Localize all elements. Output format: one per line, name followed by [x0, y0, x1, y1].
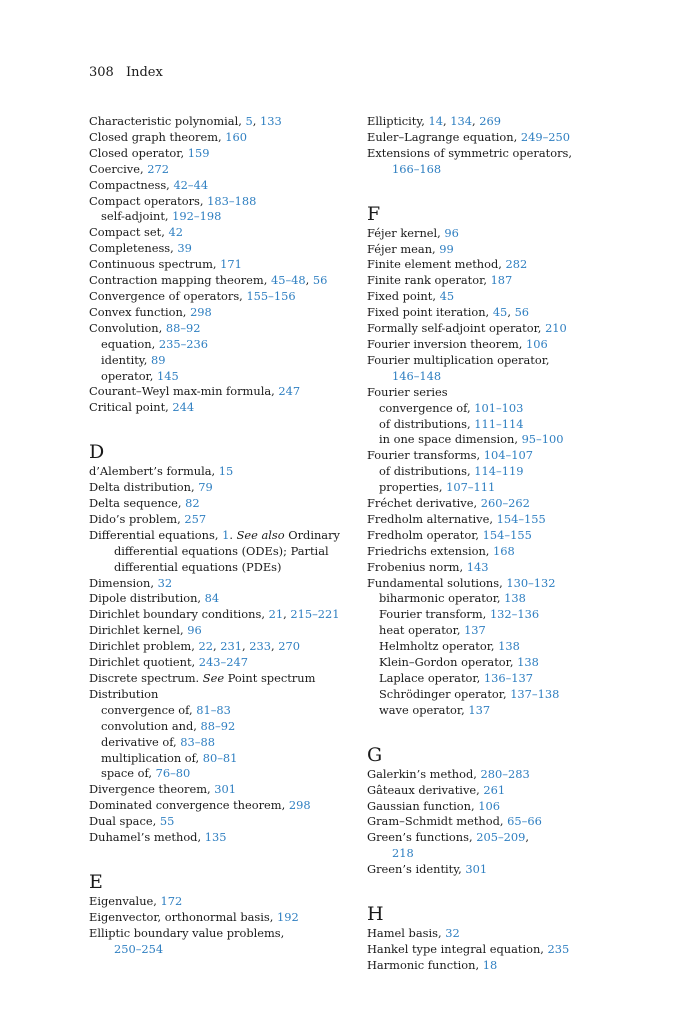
index-entry: [89, 480, 354, 496]
page-link[interactable]: 282: [505, 257, 528, 272]
entry-term: of distributions,: [379, 416, 475, 431]
page-link[interactable]: 84: [204, 591, 220, 606]
entry-term: derivative of,: [101, 734, 181, 749]
page-link[interactable]: 45: [439, 289, 455, 304]
index-subentry: [367, 464, 667, 480]
index-subentry: [367, 432, 667, 448]
section-letter: F: [367, 202, 381, 225]
index-entry: [89, 814, 354, 830]
page-link[interactable]: 134: [450, 114, 473, 128]
page-link[interactable]: 88–92: [200, 718, 236, 733]
entry-term: Continuous spectrum,: [89, 257, 221, 272]
running-header: [89, 65, 163, 81]
entry-term: identity,: [101, 352, 151, 367]
index-entry: [89, 225, 354, 241]
page-link[interactable]: 261: [483, 782, 506, 797]
index-entry: Green’s functions, 205–209,: [367, 830, 530, 845]
index-entry: [89, 798, 354, 814]
page-number: 308: [89, 65, 114, 80]
page-link[interactable]: 80–81: [202, 750, 238, 765]
index-entry: Fixed point iteration, 45, 56: [367, 305, 530, 320]
index-entry: [89, 671, 354, 687]
page-link[interactable]: 22: [198, 639, 213, 654]
entry-term: Féjer kernel,: [367, 225, 445, 240]
index-entry: [367, 576, 667, 592]
entry-term: Closed operator,: [89, 145, 188, 160]
page-link[interactable]: 81–83: [196, 702, 231, 717]
entry-term: Fredholm alternative,: [367, 511, 497, 526]
entry-term: Coercive,: [89, 161, 148, 176]
index-subentry: [89, 735, 354, 751]
page-link[interactable]: 143: [466, 559, 489, 574]
index-entry-continuation: [367, 162, 667, 178]
page-link[interactable]: 1: [222, 527, 230, 542]
entry-term: Compact operators,: [89, 193, 208, 208]
page-link[interactable]: 135: [204, 830, 227, 845]
index-entry: [367, 385, 667, 401]
entry-term: in one space dimension,: [379, 432, 522, 447]
index-entry: [89, 384, 354, 400]
index-entry: [367, 767, 667, 783]
entry-term: Dirichlet kernel,: [89, 623, 188, 638]
entry-term: Fréchet derivative,: [367, 496, 481, 511]
index-entry: [367, 289, 667, 305]
entry-term: Laplace operator,: [379, 671, 484, 685]
index-entry: [367, 337, 667, 353]
index-subentry: [89, 353, 354, 369]
entry-term: convergence of,: [101, 702, 197, 717]
page-link[interactable]: 235: [547, 941, 570, 956]
index-subentry: [367, 671, 667, 687]
index-subentry: [367, 687, 667, 703]
page-link[interactable]: 160: [225, 129, 247, 144]
index-entry: [367, 512, 667, 528]
entry-term: Fredholm operator,: [367, 527, 483, 542]
entry-term: Gaussian function,: [367, 798, 479, 813]
index-entry: [89, 576, 354, 592]
entry-term: Fourier transform,: [379, 607, 490, 622]
index-entry: [89, 910, 354, 926]
entry-term: Euler–Lagrange equation,: [367, 129, 521, 144]
index-subentry: [89, 209, 354, 225]
entry-term: Gâteaux derivative,: [367, 782, 484, 797]
entry-term: Dimension,: [89, 575, 158, 590]
entry-term: Fixed point iteration,: [367, 305, 493, 320]
entry-term: d’Alembert’s formula,: [89, 464, 219, 479]
page-link[interactable]: 104–107: [483, 448, 533, 463]
entry-term: Dirichlet problem,: [89, 639, 199, 654]
section-letter: G: [367, 743, 383, 766]
index-subentry: [367, 655, 667, 671]
index-subentry: [367, 703, 667, 719]
index-subentry: [367, 591, 667, 607]
page-link[interactable]: 215–221: [290, 607, 340, 622]
entry-term: Compactness,: [89, 177, 174, 192]
entry-term: Convex function,: [89, 304, 191, 319]
index-entry: [367, 942, 667, 958]
page-link[interactable]: 280–283: [480, 766, 530, 781]
index-entry: [89, 289, 354, 305]
page-link[interactable]: 18: [482, 957, 498, 972]
page-link[interactable]: 231: [220, 639, 242, 654]
entry-term: Duhamel’s method,: [89, 830, 205, 845]
index-entry: [367, 958, 667, 974]
index-entry: [89, 894, 354, 910]
index-entry: [89, 591, 354, 607]
index-entry: Dirichlet problem, 22, 231, 233, 270: [89, 639, 300, 654]
entry-term: Discrete spectrum.: [89, 671, 203, 685]
page-link[interactable]: 166–168: [392, 161, 442, 176]
page-link[interactable]: 137: [468, 702, 491, 717]
entry-term: Compact set,: [89, 225, 169, 240]
index-entry: [367, 560, 667, 576]
page-link[interactable]: 111–114: [474, 416, 524, 431]
entry-term: Distribution: [89, 686, 159, 701]
index-subentry: [367, 623, 667, 639]
entry-term: Fixed point,: [367, 289, 440, 304]
entry-term: Féjer mean,: [367, 241, 440, 256]
entry-term: differential equations (PDEs): [114, 559, 282, 574]
entry-term: Frobenius norm,: [367, 559, 467, 574]
index-subentry: [367, 480, 667, 496]
entry-term: Characteristic polynomial,: [89, 114, 246, 128]
index-entry: [89, 464, 354, 480]
entry-term: Eigenvalue,: [89, 893, 161, 908]
page-link[interactable]: 235–236: [158, 336, 209, 351]
index-entry: [89, 257, 354, 273]
entry-term: Courant–Weyl max-min formula,: [89, 384, 279, 399]
entry-term: Friedrichs extension,: [367, 543, 494, 558]
entry-term: multiplication of,: [101, 750, 203, 765]
page-link[interactable]: 192–198: [172, 209, 222, 224]
page-link[interactable]: 79: [198, 480, 213, 495]
entry-term: Hankel type integral equation,: [367, 941, 548, 956]
index-entry: [89, 782, 354, 798]
entry-term: Contraction mapping theorem,: [89, 273, 271, 288]
page-link[interactable]: 205–209: [476, 830, 526, 845]
entry-term: Eigenvector, orthonormal basis,: [89, 909, 277, 924]
entry-term: Gram–Schmidt method,: [367, 814, 508, 829]
page-link[interactable]: 247: [278, 384, 301, 399]
page-link[interactable]: 168: [493, 543, 515, 558]
entry-term: Convergence of operators,: [89, 288, 247, 303]
entry-term: Extensions of symmetric operators,: [367, 145, 572, 160]
page-link[interactable]: 32: [157, 575, 173, 590]
entry-term: space of,: [101, 766, 156, 781]
index-subentry: [89, 719, 354, 735]
entry-term: Dominated convergence theorem,: [89, 798, 289, 813]
page-link[interactable]: 96: [444, 225, 459, 240]
entry-term: Fourier inversion theorem,: [367, 336, 527, 351]
page-link[interactable]: 130–132: [506, 575, 556, 590]
index-entry: [367, 257, 667, 273]
index-entry-continuation: [89, 942, 354, 958]
page-link[interactable]: 145: [157, 368, 179, 383]
page-link[interactable]: 171: [220, 257, 242, 272]
page-link[interactable]: 218: [392, 846, 414, 861]
index-entry: [367, 783, 667, 799]
entry-term: Finite rank operator,: [367, 273, 491, 288]
entry-term: Convolution,: [89, 320, 166, 335]
entry-term: Dido’s problem,: [89, 511, 185, 526]
index-subentry: [367, 417, 667, 433]
page-link[interactable]: 257: [184, 511, 207, 526]
page-link[interactable]: 55: [159, 814, 175, 829]
entry-term: Schrödinger operator,: [379, 686, 511, 701]
entry-term: Formally self-adjoint operator,: [367, 321, 546, 336]
see-reference: See: [202, 671, 225, 685]
entry-term: convergence of,: [379, 400, 475, 415]
page-link[interactable]: 89: [150, 352, 166, 367]
entry-term: biharmonic operator,: [379, 591, 505, 606]
page-link[interactable]: 133: [259, 114, 282, 128]
index-entry: [367, 130, 667, 146]
page-link[interactable]: 192: [276, 909, 299, 924]
index-entry: [89, 241, 354, 257]
entry-term: Harmonic function,: [367, 957, 483, 972]
page-link[interactable]: 249–250: [520, 129, 571, 144]
index-entry: [89, 130, 354, 146]
page-link[interactable]: 298: [190, 304, 212, 319]
page-link[interactable]: 45: [492, 305, 508, 320]
page-link[interactable]: 42: [168, 225, 183, 240]
page-link[interactable]: 101–103: [474, 400, 524, 415]
entry-term: Helmholtz operator,: [379, 639, 499, 654]
index-entry: [367, 226, 667, 242]
index-entry: Differential equations, 1. See also Ordinary: [89, 527, 340, 542]
entry-term: Differential equations,: [89, 527, 223, 542]
index-entry: [367, 273, 667, 289]
index-entry: [367, 146, 667, 162]
section-letter: E: [89, 870, 103, 893]
page-link[interactable]: 250–254: [114, 941, 164, 956]
page-link[interactable]: 45–48: [270, 273, 306, 288]
see-target: Point spectrum: [224, 671, 316, 685]
entry-term: Dipole distribution,: [89, 591, 205, 606]
index-subentry: [367, 401, 667, 417]
entry-term: Hamel basis,: [367, 926, 446, 941]
page-link[interactable]: 56: [514, 305, 530, 320]
entry-term: Fundamental solutions,: [367, 575, 507, 590]
entry-term: operator,: [101, 368, 157, 383]
page-link[interactable]: 244: [172, 400, 195, 415]
index-entry: [367, 544, 667, 560]
index-entry: [367, 448, 667, 464]
entry-term: Divergence theorem,: [89, 782, 215, 797]
page-link[interactable]: 183–188: [207, 193, 257, 208]
index-entry: [89, 623, 354, 639]
page-link[interactable]: 83–88: [180, 734, 215, 749]
index-subentry: [367, 639, 667, 655]
entry-term: Finite element method,: [367, 257, 506, 272]
index-entry: [89, 146, 354, 162]
index-entry: Characteristic polynomial, 5, 133: [89, 114, 282, 128]
page-link[interactable]: 42–44: [173, 177, 209, 192]
page-link[interactable]: 138: [498, 639, 520, 654]
entry-term: Delta distribution,: [89, 480, 199, 495]
index-entry: Ellipticity, 14, 134, 269: [367, 114, 502, 128]
page-link[interactable]: 106: [478, 798, 500, 813]
index-entry: [367, 242, 667, 258]
entry-term: Klein–Gordon operator,: [379, 655, 518, 670]
index-entry: Dirichlet boundary conditions, 21, 215–221: [89, 607, 340, 622]
page-link[interactable]: 39: [177, 241, 192, 256]
index-entry: [89, 830, 354, 846]
page-link[interactable]: 298: [288, 798, 311, 813]
index-subentry: [89, 369, 354, 385]
index-entry-continuation: [367, 369, 667, 385]
entry-term: Fourier series: [367, 384, 448, 399]
entry-term: of distributions,: [379, 464, 475, 479]
page-link[interactable]: 270: [278, 639, 300, 654]
entry-term: Ellipticity,: [367, 114, 429, 128]
page-link[interactable]: 95–100: [521, 432, 564, 447]
entry-term: Closed graph theorem,: [89, 129, 226, 144]
index-subentry: [89, 703, 354, 719]
index-entry: [89, 655, 354, 671]
index-entry: [89, 926, 354, 942]
see-target: Ordinary: [284, 527, 340, 542]
index-subentry: [367, 607, 667, 623]
page-link[interactable]: 138: [517, 655, 539, 670]
index-entry: [367, 799, 667, 815]
entry-term: convolution and,: [101, 718, 201, 733]
index-entry-continuation: [89, 544, 354, 560]
see-reference: See also: [236, 527, 285, 542]
entry-term: Completeness,: [89, 241, 178, 256]
index-entry: [367, 353, 667, 369]
page-link[interactable]: 88–92: [165, 320, 201, 335]
page-link[interactable]: 172: [160, 893, 183, 908]
page-link[interactable]: 210: [545, 321, 567, 336]
entry-term: heat operator,: [379, 623, 465, 638]
entry-term: Green’s identity,: [367, 862, 466, 877]
page-link[interactable]: 301: [465, 862, 488, 877]
page-link[interactable]: 14: [428, 114, 444, 128]
index-subentry: [89, 337, 354, 353]
page-link[interactable]: 106: [526, 336, 548, 351]
page-link[interactable]: 233: [249, 639, 271, 654]
entry-term: Elliptic boundary value problems,: [89, 925, 285, 940]
index-entry: [367, 814, 667, 830]
page-link[interactable]: 137–138: [510, 686, 560, 701]
page-link[interactable]: 137: [464, 623, 486, 638]
entry-term: Dual space,: [89, 814, 160, 829]
index-column-left: [89, 114, 354, 958]
page-link[interactable]: 96: [187, 623, 202, 638]
page-link[interactable]: 15: [218, 464, 234, 479]
entry-term: equation,: [101, 336, 159, 351]
page-link[interactable]: 301: [214, 782, 236, 797]
entry-term: Galerkin’s method,: [367, 766, 481, 781]
entry-term: differential equations (ODEs); Partial: [114, 543, 329, 558]
index-entry: [89, 194, 354, 210]
entry-term: Fourier transforms,: [367, 448, 484, 463]
index-entry: Contraction mapping theorem, 45–48, 56: [89, 273, 328, 288]
page-link[interactable]: 65–66: [507, 814, 542, 829]
index-entry: [89, 305, 354, 321]
index-entry: [367, 496, 667, 512]
entry-term: Fourier multiplication operator,: [367, 352, 550, 367]
page-link[interactable]: 136–137: [483, 671, 534, 685]
page-link[interactable]: 56: [312, 273, 328, 288]
index-entry: [89, 512, 354, 528]
section-letter: H: [367, 903, 384, 926]
index-entry: [89, 162, 354, 178]
entry-term: Critical point,: [89, 400, 173, 415]
page-link[interactable]: 243–247: [198, 655, 248, 670]
entry-term: Dirichlet quotient,: [89, 655, 199, 670]
running-title: Index: [125, 65, 163, 80]
index-column-right: [367, 114, 667, 974]
page-link[interactable]: 154–155: [496, 511, 546, 526]
page-link[interactable]: 159: [187, 145, 210, 160]
index-entry: [89, 178, 354, 194]
page-link[interactable]: 269: [479, 114, 502, 128]
entry-term: self-adjoint,: [101, 209, 173, 224]
section-letter: D: [89, 441, 105, 464]
page-link[interactable]: 187: [490, 273, 513, 288]
index-entry: [367, 862, 667, 878]
page-link[interactable]: 107–111: [446, 480, 496, 495]
index-entry: [367, 321, 667, 337]
entry-term: wave operator,: [379, 702, 469, 717]
page-link[interactable]: 21: [268, 607, 284, 622]
page-link[interactable]: 138: [504, 591, 526, 606]
page-link[interactable]: 132–136: [489, 607, 540, 622]
page-link[interactable]: 260–262: [480, 496, 530, 511]
index-entry-continuation: [367, 846, 667, 862]
page-link[interactable]: 76–80: [155, 766, 191, 781]
page-link[interactable]: 146–148: [392, 368, 442, 383]
index-entry: [89, 496, 354, 512]
page-link[interactable]: 154–155: [482, 527, 532, 542]
index-entry: [89, 687, 354, 703]
index-entry: [367, 528, 667, 544]
index-subentry: [89, 751, 354, 767]
page-link[interactable]: 5: [245, 114, 253, 128]
entry-term: properties,: [379, 480, 447, 495]
page-link[interactable]: 272: [147, 161, 169, 176]
entry-term: Delta sequence,: [89, 496, 186, 511]
index-subentry: [89, 766, 354, 782]
index-entry: [89, 321, 354, 337]
page-link[interactable]: 82: [185, 496, 200, 511]
page-link[interactable]: 99: [439, 241, 454, 256]
index-entry: [367, 926, 667, 942]
entry-term: Dirichlet boundary conditions,: [89, 607, 269, 622]
page-link[interactable]: 155–156: [246, 288, 296, 303]
page-link[interactable]: 114–119: [474, 464, 524, 479]
index-entry-continuation: [89, 560, 354, 576]
entry-term: Green’s functions,: [367, 830, 477, 845]
page-link[interactable]: 32: [445, 926, 460, 941]
index-entry: [89, 400, 354, 416]
